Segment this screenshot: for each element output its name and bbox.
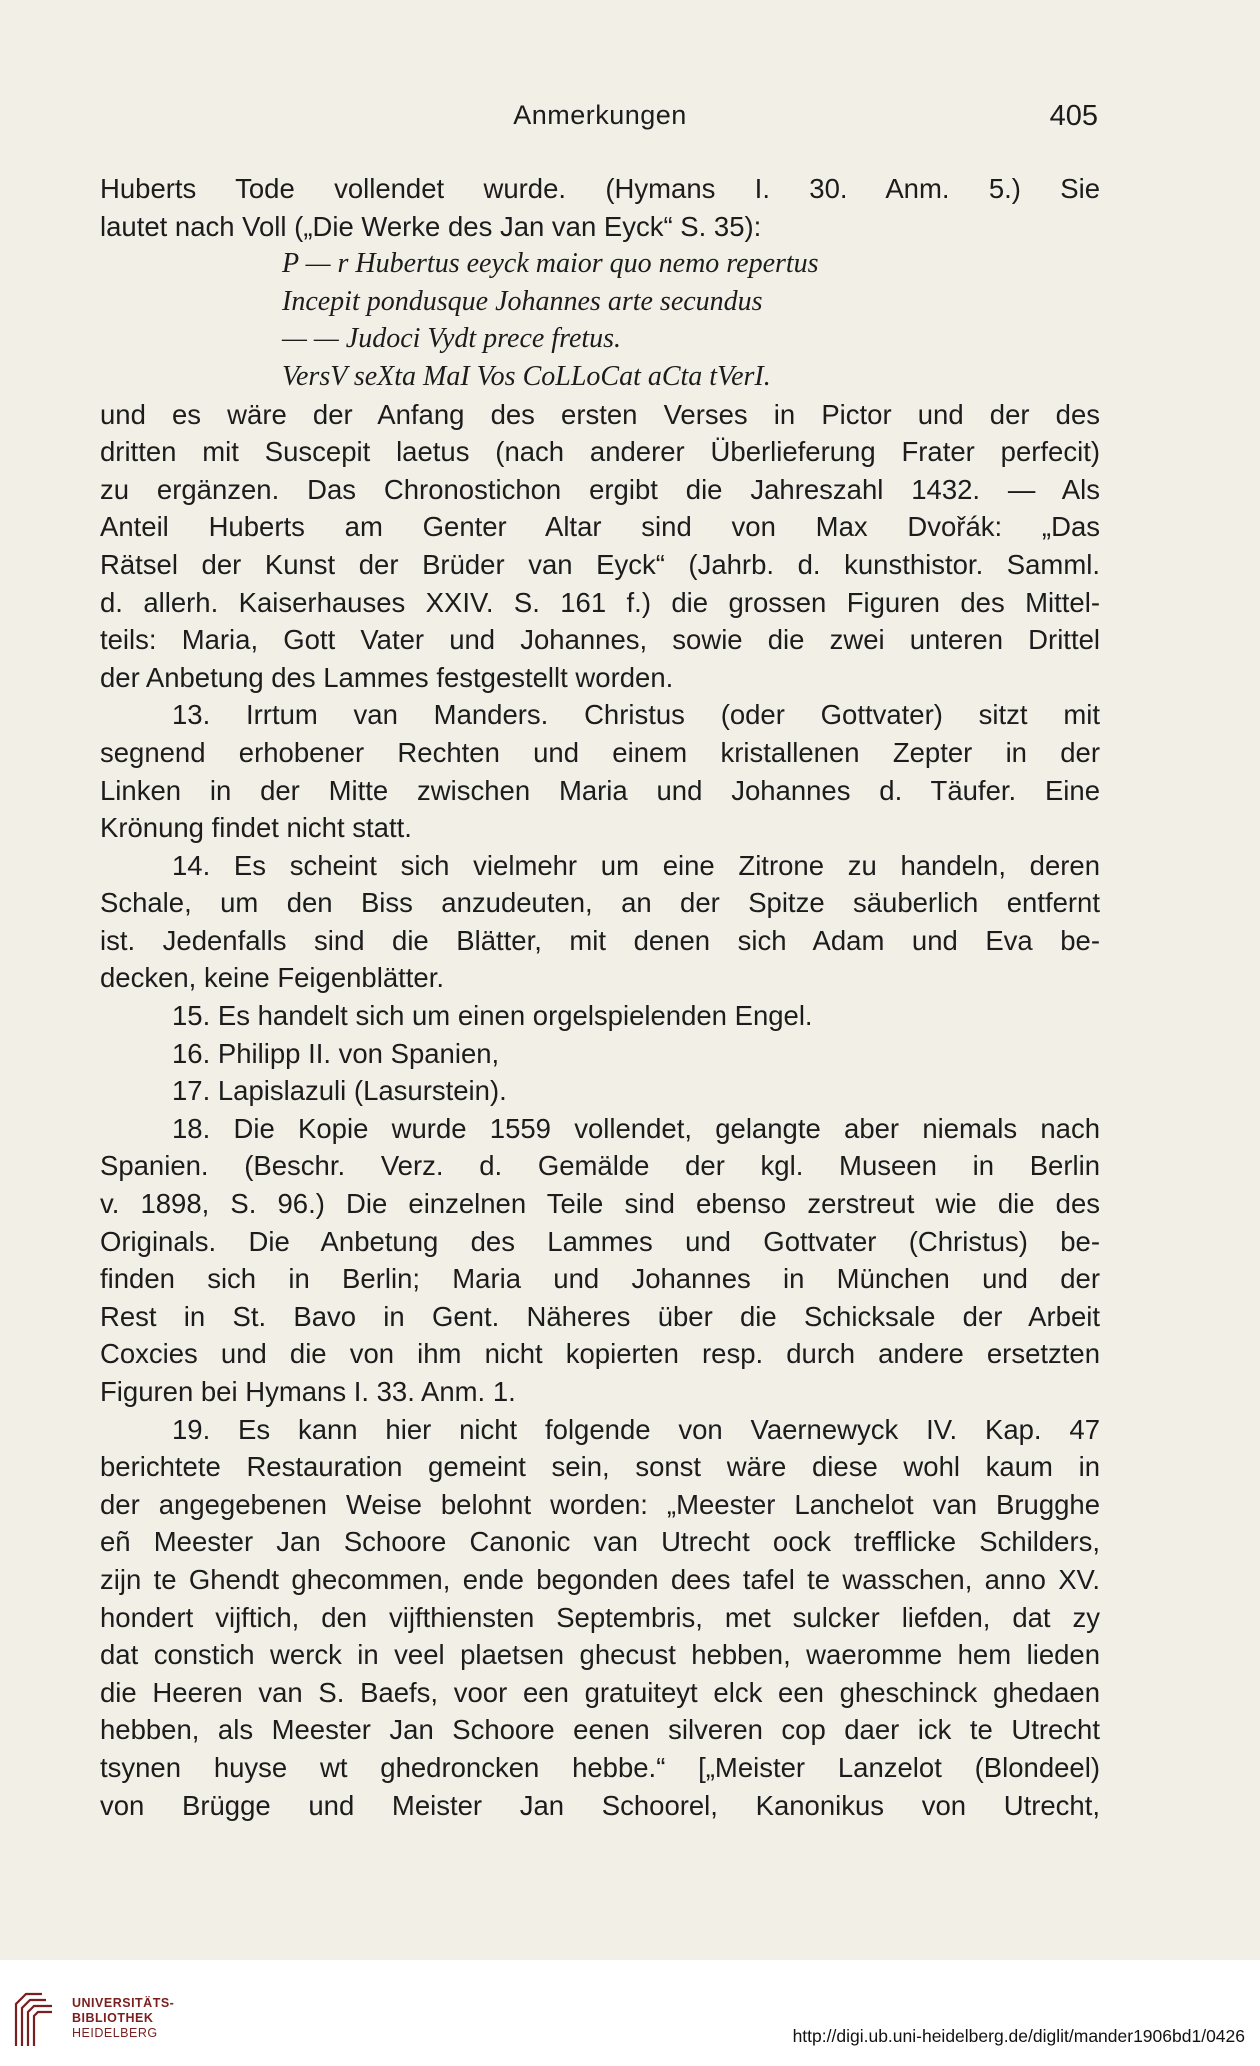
- verse-line: VersV seXta MaI Vos CoLLoCat aCta tVerI.: [282, 360, 771, 392]
- text-line: 16. Philipp II. von Spanien,: [172, 1037, 500, 1069]
- text-line: der angegebenen Weise belohnt worden: „Meester Lanchelot van Brugghe: [100, 1488, 1100, 1520]
- library-logo-text: [72, 1996, 174, 2041]
- text-line: eñ Meester Jan Schoore Canonic van Utrecht oock trefflicke Schilders,: [100, 1526, 1100, 1558]
- text-line: 14. Es scheint sich vielmehr um eine Zitrone zu handeln, deren: [172, 849, 1100, 881]
- text-line: hondert vijftich, den vijfthiensten Septembris, met sulcker liefden, dat zy: [100, 1601, 1100, 1633]
- logo-line: UNIVERSITÄTS-: [72, 1996, 175, 2010]
- text-line: decken, keine Feigenblätter.: [100, 962, 444, 994]
- text-line: 19. Es kann hier nicht folgende von Vaernewyck IV. Kap. 47: [172, 1413, 1100, 1445]
- text-line: finden sich in Berlin; Maria und Johannes in München und der: [100, 1263, 1100, 1295]
- text-line: teils: Maria, Gott Vater und Johannes, sowie die zwei unteren Drittel: [100, 624, 1100, 656]
- text-line: zu ergänzen. Das Chronostichon ergibt die Jahreszahl 1432. — Als: [100, 473, 1100, 505]
- text-line: Coxcies und die von ihm nicht kopierten resp. durch andere ersetzten: [100, 1338, 1100, 1370]
- text-line: Anteil Huberts am Genter Altar sind von Max Dvořák: „Das: [100, 511, 1100, 543]
- text-line: ist. Jedenfalls sind die Blätter, mit denen sich Adam und Eva be-: [100, 924, 1100, 956]
- text-line: Huberts Tode vollendet wurde. (Hymans I. 30. Anm. 5.) Sie: [100, 173, 1100, 204]
- text-line: Originals. Die Anbetung des Lammes und Gottvater (Christus) be-: [100, 1225, 1100, 1257]
- text-line: dritten mit Suscepit laetus (nach anderer Überlieferung Frater perfecit): [100, 436, 1100, 468]
- page-title: Anmerkungen: [513, 100, 687, 130]
- text-line: von Brügge und Meister Jan Schoorel, Kanonikus von Utrecht,: [100, 1789, 1100, 1821]
- text-line: zijn te Ghendt ghecommen, ende begonden dees tafel te wasschen, anno XV.: [100, 1563, 1100, 1595]
- text-line: Rätsel der Kunst der Brüder van Eyck“ (Jahrb. d. kunsthistor. Samml.: [100, 548, 1100, 580]
- text-line: und es wäre der Anfang des ersten Verses in Pictor und der des: [100, 398, 1100, 430]
- text-line: 13. Irrtum van Manders. Christus (oder Gottvater) sitzt mit: [172, 699, 1100, 731]
- text-line: v. 1898, S. 96.) Die einzelnen Teile sind ebenso zerstreut wie die des: [100, 1188, 1100, 1220]
- text-line: d. allerh. Kaiserhauses XXIV. S. 161 f.) die grossen Figuren des Mittel-: [100, 586, 1100, 618]
- text-line: hebben, als Meester Jan Schoore eenen silveren cop daer ick te Utrecht: [100, 1714, 1100, 1746]
- text-line: 18. Die Kopie wurde 1559 vollendet, gelangte aber niemals nach: [172, 1112, 1100, 1144]
- text-line: die Heeren van S. Baefs, voor een gratuiteyt elck een gheschinck ghedaen: [100, 1676, 1100, 1708]
- text-line: der Anbetung des Lammes festgestellt worden.: [100, 661, 674, 693]
- text-line: Spanien. (Beschr. Verz. d. Gemälde der kgl. Museen in Berlin: [100, 1150, 1100, 1182]
- footer: [0, 1960, 1260, 2066]
- verse-line: P — r Hubertus eeyck maior quo nemo repertus: [282, 248, 819, 280]
- text-line: segnend erhobener Rechten und einem kristallenen Zepter in der: [100, 736, 1100, 768]
- logo-line: BIBLIOTHEK: [72, 2011, 154, 2025]
- text-line: lautet nach Voll („Die Werke des Jan van Eyck“ S. 35):: [100, 210, 762, 242]
- text-line: dat constich werck in veel plaetsen ghecust hebben, waeromme hem lieden: [100, 1639, 1100, 1671]
- text-line: 17. Lapislazuli (Lasurstein).: [172, 1075, 507, 1107]
- text-line: 15. Es handelt sich um einen orgelspielenden Engel.: [172, 1000, 813, 1032]
- logo-line: HEIDELBERG: [72, 2026, 158, 2040]
- source-url-link[interactable]: http://digi.ub.uni-heidelberg.de/diglit/mander1906bd1/0426: [792, 2026, 1245, 2046]
- page-number: 405: [1049, 100, 1098, 132]
- text-line: berichtete Restauration gemeint sein, sonst wäre diese wohl kaum in: [100, 1451, 1100, 1483]
- running-head: [100, 100, 1100, 140]
- body-text: [100, 170, 1100, 1824]
- verse-line: Incepit pondusque Johannes arte secundus: [282, 285, 763, 317]
- text-line: Krönung findet nicht statt.: [100, 812, 412, 844]
- text-line: Rest in St. Bavo in Gent. Näheres über die Schicksale der Arbeit: [100, 1300, 1100, 1332]
- text-line: tsynen huyse wt ghedroncken hebbe.“ [„Meister Lanzelot (Blondeel): [100, 1751, 1100, 1783]
- verse-line: — — Judoci Vydt prece fretus.: [282, 323, 622, 355]
- text-line: Schale, um den Biss anzudeuten, an der Spitze säuberlich entfernt: [100, 887, 1100, 919]
- text-line: Figuren bei Hymans I. 33. Anm. 1.: [100, 1376, 516, 1407]
- library-logo-icon: [12, 1990, 56, 2048]
- text-line: Linken in der Mitte zwischen Maria und Johannes d. Täufer. Eine: [100, 774, 1100, 806]
